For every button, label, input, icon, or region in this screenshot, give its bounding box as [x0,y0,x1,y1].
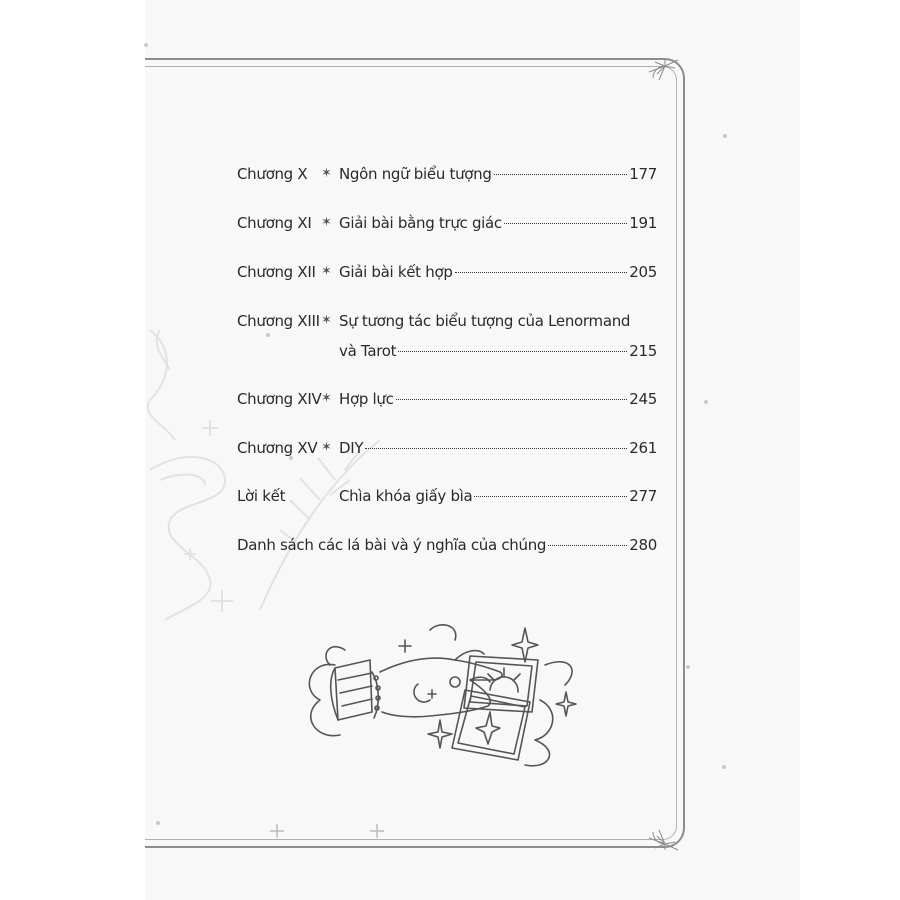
toc-page-number: 191 [629,214,657,232]
toc-page-number: 245 [629,390,657,408]
toc-page-number: 261 [629,439,657,457]
star-separator-icon: ✶ [321,166,332,181]
star-separator-icon: ✶ [321,313,332,328]
star-separator-icon: ✶ [321,215,332,230]
toc-chapter-label: Lời kết [237,487,286,505]
toc-title: Chìa khóa giấy bìa [339,487,473,505]
toc-chapter-label: Chương XIII [237,312,320,330]
toc-title-line2: và Tarot [339,342,397,360]
toc-page-number: 277 [629,487,657,505]
toc-title: Danh sách các lá bài và ý nghĩa của chúng [237,536,547,554]
toc-title: Giải bài bằng trực giác [339,214,502,232]
toc-page-number: 280 [629,536,657,554]
toc-title: Hợp lực [339,390,394,408]
toc-chapter-label: Chương XII [237,263,316,281]
toc-page-number: 177 [629,165,657,183]
star-separator-icon: ✶ [321,440,332,455]
toc-title: Giải bài kết hợp [339,263,453,281]
star-separator-icon: ✶ [321,391,332,406]
star-separator-icon: ✶ [321,264,332,279]
toc-title: DIY [339,439,364,457]
toc-chapter-label: Chương X [237,165,308,183]
toc-page-number: 215 [629,342,657,360]
toc-chapter-label: Chương XI [237,214,312,232]
toc-title: Ngôn ngữ biểu tượng [339,165,492,183]
toc-chapter-label: Chương XV [237,439,318,457]
toc-page-number: 205 [629,263,657,281]
toc-chapter-label: Chương XIV [237,390,322,408]
toc-title: Sự tương tác biểu tượng của Lenormand [339,312,631,330]
